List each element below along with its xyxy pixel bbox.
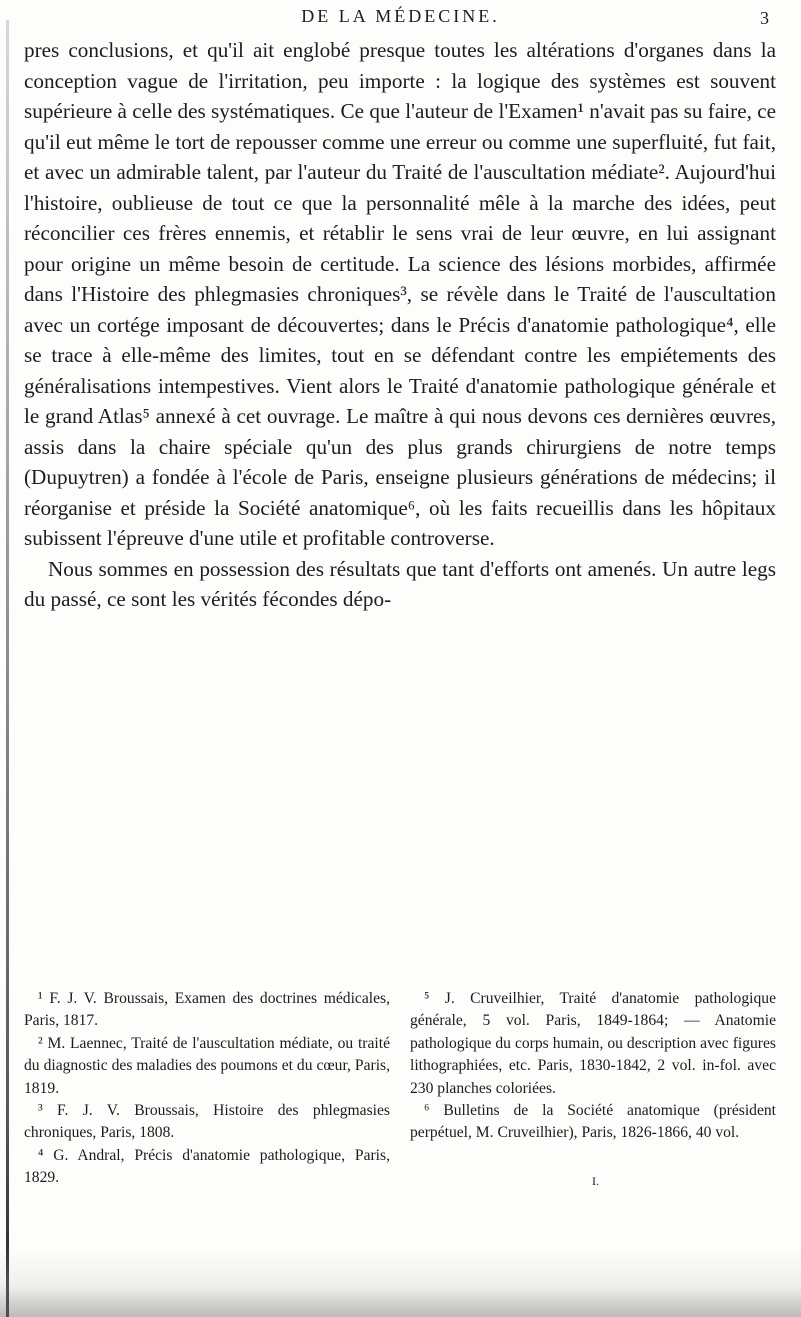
running-title: DE LA MÉDECINE.: [301, 6, 500, 26]
footnote-2: ² M. Laennec, Traité de l'auscultation médiate, ou traité du diagnostic des maladies des poumons et du cœur, Paris, 1819.: [24, 1034, 390, 1097]
footnote-5: ⁵ J. Cruveilhier, Traité d'anatomie pathologique générale, 5 vol. Paris, 1849-1864; — Anatomie pathologique du corps humain, ou description avec figures lithographiées, etc. Paris, 1830-1842, 2 vol. in-fol. avec 230 planches coloriées.: [410, 990, 776, 1097]
footnote-1: ¹ F. J. V. Broussais, Examen des doctrines médicales, Paris, 1817.: [24, 990, 390, 1030]
paragraph-1: pres conclusions, et qu'il ait englobé presque toutes les altérations d'organes dans la conception vague de l'irritation, peu importe : la logique des systèmes est souvent supérieure à celle des systématiques. Ce que l'auteur de l'Examen¹ n'avait pas su faire, ce qu'il eut même le tort de repousser comme une erreur ou comme une superfluité, fut fait, et avec un admirable talent, par l'auteur du Traité de l'auscultation médiate². Aujourd'hui l'histoire, oublieuse de tout ce que la personnalité mêle à la marche des idées, peut réconcilier ces frères ennemis, et rétablir le sens vrai de leur œuvre, en lui assignant pour origine un même besoin de certitude. La science des lésions morbides, affirmée dans l'Histoire des phlegmasies chroniques³, se révèle dans le Traité de l'auscultation avec un cortége imposant de découvertes; dans le Précis d'anatomie pathologique⁴, elle se trace à elle-même des limites, tout en se défendant contre les empiétements des généralisations intempestives. Vient alors le Traité d'anatomie pathologique générale et le grand Atlas⁵ annexé à cet ouvrage. Le maître à qui nous devons ces dernières œuvres, assis dans la chaire spéciale qu'un des plus grands chirurgiens de notre temps (Dupuytren) a fondée à l'école de Paris, enseigne plusieurs générations de médecins; il réorganise et préside la Société anatomique⁶, où les faits recueillis dans les hôpitaux subissent l'épreuve d'une utile et profitable controverse.: [24, 38, 777, 550]
running-head: [0, 6, 801, 32]
paragraph-2: Nous sommes en possession des résultats que tant d'efforts ont amenés. Un autre legs du passé, ce sont les vérités fécondes dépo-: [24, 556, 776, 611]
footnote-3: ³ F. J. V. Broussais, Histoire des phlegmasies chroniques, Paris, 1808.: [24, 1102, 390, 1142]
signature-mark: I.: [592, 1174, 599, 1188]
page-number: 3: [760, 8, 769, 28]
footnote-4: ⁴ G. Andral, Précis d'anatomie pathologique, Paris, 1829.: [24, 1146, 390, 1187]
footnotes: [24, 988, 776, 1190]
footnotes-left-column: [24, 988, 390, 1190]
page-gutter-edge: [6, 20, 9, 1317]
footnotes-right-column: [410, 988, 776, 1190]
body-text: [24, 35, 776, 615]
page-bottom-shadow: [0, 1247, 801, 1317]
footnote-6: ⁶ Bulletins de la Société anatomique (président perpétuel, M. Cruveilhier), Paris, 1826-1866, 40 vol.: [410, 1102, 776, 1142]
